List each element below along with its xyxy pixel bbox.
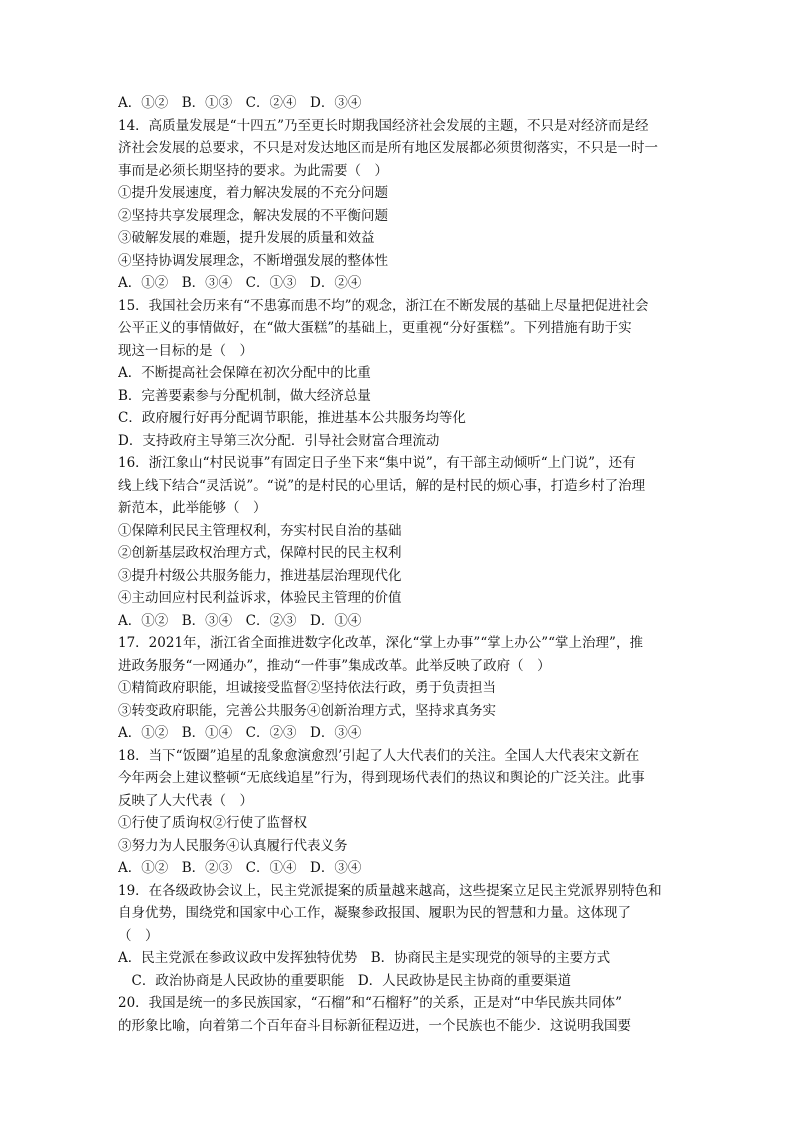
text-line: A．①② B．①④ C．②③ D．③④ [118, 725, 362, 741]
text-line: A．民主党派在参政议政中发挥独特优势 B．协商民主是实现党的领导的主要方式 [118, 950, 611, 966]
text-line: ③努力为人民服务④认真履行代表义务 [118, 837, 348, 854]
text-line: 16．浙江象山“村民说事”有固定日子坐下来“集中说”，有干部主动倾听“上门说”，还有 [118, 455, 636, 471]
text-line: B．完善要素参与分配机制，做大经济总量 [118, 387, 371, 404]
text-line: 20．我国是统一的多民族国家，“石榴”和“石榴籽”的关系，正是对“中华民族共同体” [118, 995, 623, 1011]
text-line: ③转变政府职能，完善公共服务④创新治理方式，坚持求真务实 [118, 702, 496, 719]
text-line: ①行使了质询权②行使了监督权 [118, 815, 307, 831]
text-line: 线上线下结合“灵活说”。“说”的是村民的心里话，解的是村民的烦心事，打造乡村了治理 [118, 477, 646, 494]
text-line: ①精简政府职能，坦诚接受监督②坚持依法行政，勇于负责担当 [118, 680, 496, 696]
text-line: 反映了人大代表（ ） [118, 792, 253, 809]
text-line: 今年两会上建议整顿“无底线追星”行为，得到现场代表们的热议和舆论的广泛关注。此事 [118, 770, 645, 786]
text-line: 公平正义的事情做好，在“做大蛋糕”的基础上，更重视“分好蛋糕”。下列措施有助于实 [118, 320, 632, 336]
text-line: ②创新基层政权治理方式，保障村民的民主权利 [118, 545, 402, 561]
text-line: ①保障利民民主管理权利，夯实村民自治的基础 [118, 522, 402, 539]
text-line: 17．2021年，浙江省全面推进数字化改革，深化“掌上办事”“掌上办公”“掌上治理”，推 [118, 635, 643, 651]
text-line: ④主动回应村民利益诉求，体验民主管理的价值 [118, 590, 402, 606]
text-line: 的形象比喻，向着第二个百年奋斗目标新征程迈进，一个民族也不能少．这说明我国要 [118, 1017, 631, 1034]
text-line: ④坚持协调发展理念，不断增强发展的整体性 [118, 252, 388, 269]
text-line: 14．高质量发展是“十四五”乃至更长时期我国经济社会发展的主题，不只是对经济而是经 [118, 117, 649, 134]
text-line: 18．当下“饭圈”追星的乱象愈演愈烈’引起了人大代表们的关注。全国人大代表宋文新在 [118, 747, 640, 764]
text-line: ②坚持共享发展理念，解决发展的不平衡问题 [118, 207, 388, 224]
text-line: A．①② B．③④ C．①③ D．②④ [118, 275, 362, 291]
text-line: A．①② B．②③ C．①④ D．③④ [118, 860, 362, 876]
text-line: 进政务服务“一网通办”，推动“一件事”集成改革。此举反映了政府（ ） [118, 657, 551, 674]
text-line: （ ） [118, 927, 159, 944]
text-line: A．①② B．①③ C．②④ D．③④ [118, 95, 362, 111]
text-line: A．不断提高社会保障在初次分配中的比重 [118, 365, 371, 381]
text-line: ③提升村级公共服务能力，推进基层治理现代化 [118, 567, 402, 584]
text-line: 济社会发展的总要求，不只是对发达地区而是所有地区发展都必须贯彻落实，不只是一时一 [118, 140, 658, 156]
text-line: 15．我国社会历来有“不患寡而患不均”的观念，浙江在不断发展的基础上尽量把促进社会 [118, 297, 649, 314]
exam-page [118, 92, 676, 1037]
text-line: C．政府履行好再分配调节职能，推进基本公共服务均等化 [118, 410, 466, 426]
text-line: 19．在各级政协会议上，民主党派提案的质量越来越高，这些提案立足民主党派界别特色和 [118, 882, 662, 899]
text-line: 自身优势，围绕党和国家中心工作，凝聚参政报国、履职为民的智慧和力量。这体现了 [118, 905, 631, 921]
text-line: ①提升发展速度，着力解决发展的不充分问题 [118, 185, 388, 201]
text-line: 现这一目标的是（ ） [118, 342, 253, 359]
text-line: 事而是必须长期坚持的要求。为此需要（ ） [118, 162, 388, 179]
text-line: 新范本，此举能够（ ） [118, 500, 267, 516]
text-line: D．支持政府主导第三次分配．引导社会财富合理流动 [118, 432, 440, 449]
text-line: C．政治协商是人民政协的重要职能 D．人民政协是民主协商的重要渠道 [118, 972, 572, 989]
text-line: A．①② B．③④ C．②③ D．①④ [118, 612, 362, 629]
text-line: ③破解发展的难题，提升发展的质量和效益 [118, 230, 375, 246]
